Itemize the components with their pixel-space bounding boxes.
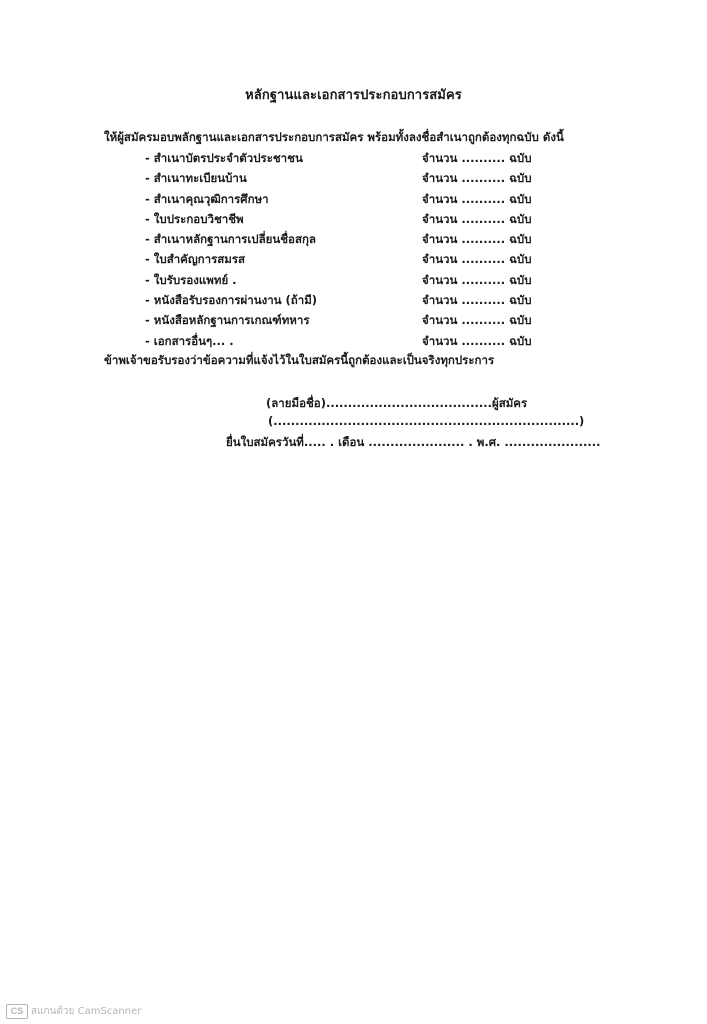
scanner-watermark: [6, 1004, 141, 1019]
item-count: จำนวน .......... ฉบับ: [422, 293, 532, 308]
list-item: [0, 150, 707, 170]
item-count: จำนวน .......... ฉบับ: [422, 232, 532, 247]
list-item: [0, 170, 707, 190]
item-count: จำนวน .......... ฉบับ: [422, 211, 532, 226]
item-count: จำนวน .......... ฉบับ: [422, 151, 532, 165]
item-name: - สำเนาหลักฐานการเปลี่ยนชื่อสกุล: [145, 232, 316, 247]
item-name: - หนังสือรับรองการผ่านงาน (ถ้ามี): [145, 293, 318, 308]
item-count: จำนวน .......... ฉบับ: [422, 333, 532, 348]
instruction-text: ให้ผู้สมัครมอบพลักฐานและเอกสารประกอบการสมัคร พร้อมทั้งลงชื่อสำเนาถูกต้องทุกฉบับ ดังนี้: [104, 130, 564, 144]
list-item: [0, 251, 707, 271]
item-name: - เอกสารอื่นๆ... .: [145, 333, 234, 348]
item-name: - สำเนาทะเบียนบ้าน: [145, 171, 247, 186]
declaration-text: ข้าพเจ้าขอรับรองว่าข้อความที่แจ้งไว้ในใบสมัครนี้ถูกต้องและเป็นจริงทุกประการ: [104, 353, 495, 367]
list-item: [0, 292, 707, 312]
item-count: จำนวน .......... ฉบับ: [422, 272, 532, 287]
item-count: จำนวน .......... ฉบับ: [422, 252, 532, 267]
item-name: - สำเนาคุณวุฒิการศึกษา: [145, 191, 269, 206]
list-item: [0, 211, 707, 231]
submission-date-line: ยื่นใบสมัครวันที่..... . เดือน ...................... . พ.ศ. ......................: [226, 435, 601, 449]
list-item: [0, 333, 707, 353]
signature-line: (ลายมือชื่อ)......................................ผู้สมัคร: [266, 396, 528, 410]
item-name: - สำเนาบัตรประจำตัวประชาชน: [145, 151, 303, 165]
document-title: หลักฐานและเอกสารประกอบการสมัคร: [245, 88, 462, 103]
item-count: จำนวน .......... ฉบับ: [422, 313, 532, 328]
item-name: - ใบรับรองแพทย์ .: [145, 272, 237, 287]
camscanner-logo-icon: CS: [6, 1004, 28, 1019]
list-item: [0, 312, 707, 332]
printed-name-line: (......................................................................): [268, 414, 585, 428]
item-name: - ใบสำคัญการสมรส: [145, 252, 246, 267]
list-item: [0, 231, 707, 251]
item-name: - ใบประกอบวิชาชีพ: [145, 211, 244, 226]
list-item: [0, 191, 707, 211]
watermark-text: สแกนด้วย CamScanner: [31, 1006, 142, 1017]
document-checklist: [0, 150, 707, 353]
item-count: จำนวน .......... ฉบับ: [422, 171, 532, 186]
list-item: [0, 272, 707, 292]
item-count: จำนวน .......... ฉบับ: [422, 191, 532, 206]
item-name: - หนังสือหลักฐานการเกณฑ์ทหาร: [145, 313, 310, 328]
